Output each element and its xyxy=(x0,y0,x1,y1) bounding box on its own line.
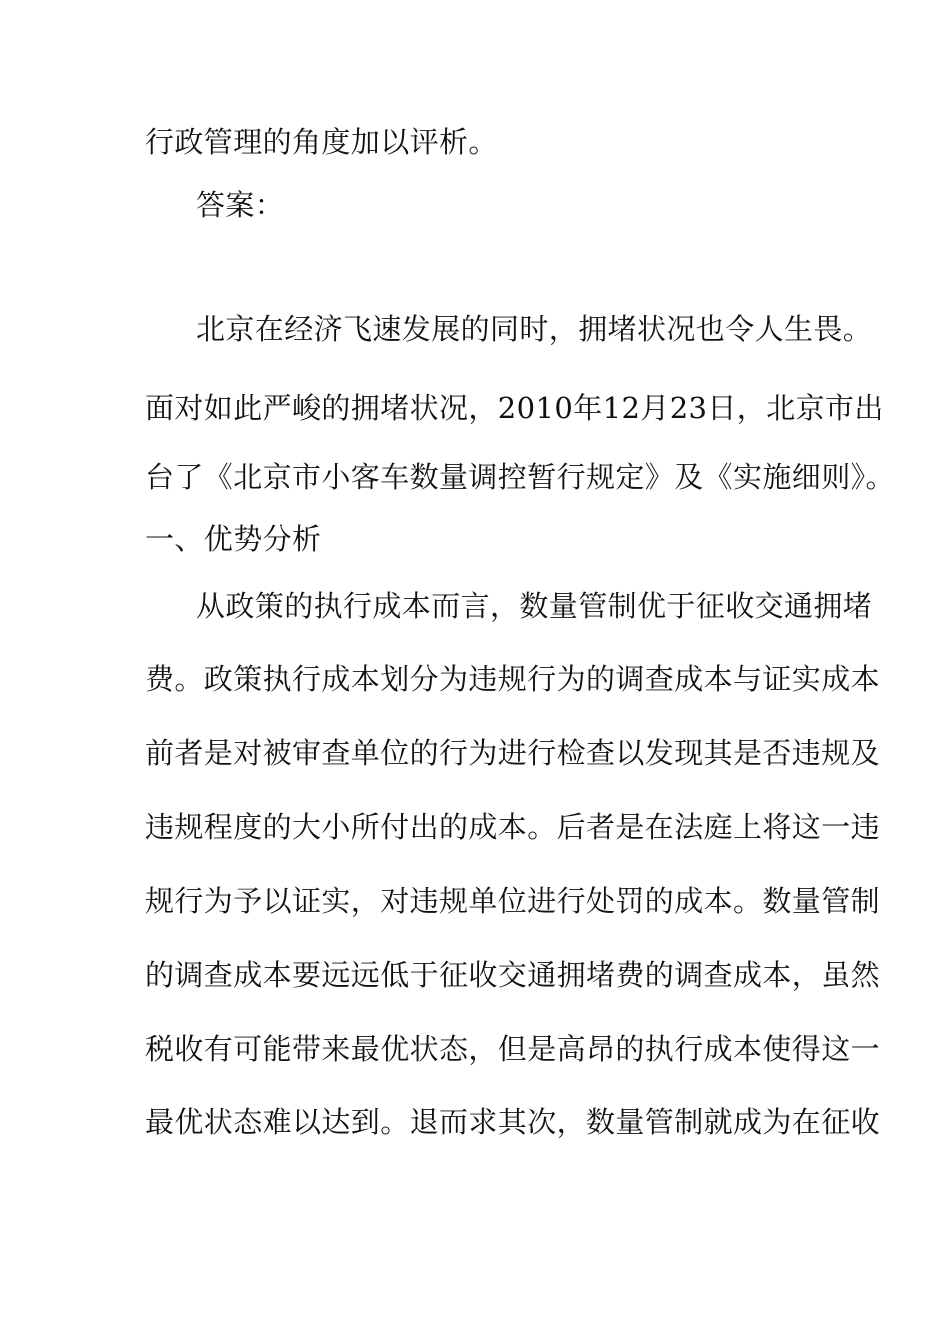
paragraph-line: 费。政策执行成本划分为违规行为的调查成本与证实成本 xyxy=(145,662,881,696)
paragraph-line: 台了《北京市小客车数量调控暂行规定》及《实施细则》。 xyxy=(145,460,895,494)
paragraph-line: 税收有可能带来最优状态，但是高昂的执行成本使得这一 xyxy=(145,1032,881,1066)
paragraph-line: 行政管理的角度加以评析。 xyxy=(145,125,498,159)
section-heading: 一、优势分析 xyxy=(145,522,322,556)
paragraph-line: 从政策的执行成本而言，数量管制优于征收交通拥堵 xyxy=(196,589,873,623)
paragraph-line: 最优状态难以达到。退而求其次，数量管制就成为在征收 xyxy=(145,1105,881,1139)
paragraph-line: 面对如此严峻的拥堵状况，2010年12月23日，北京市出 xyxy=(145,391,884,425)
paragraph-line: 的调查成本要远远低于征收交通拥堵费的调查成本，虽然 xyxy=(145,958,881,992)
answer-label: 答案： xyxy=(196,188,285,222)
paragraph-line: 违规程度的大小所付出的成本。后者是在法庭上将这一违 xyxy=(145,810,881,844)
paragraph-line: 北京在经济飞速发展的同时，拥堵状况也令人生畏。 xyxy=(196,312,873,346)
paragraph-line: 规行为予以证实，对违规单位进行处罚的成本。数量管制 xyxy=(145,884,881,918)
paragraph-line: 前者是对被审查单位的行为进行检查以发现其是否违规及 xyxy=(145,736,881,770)
